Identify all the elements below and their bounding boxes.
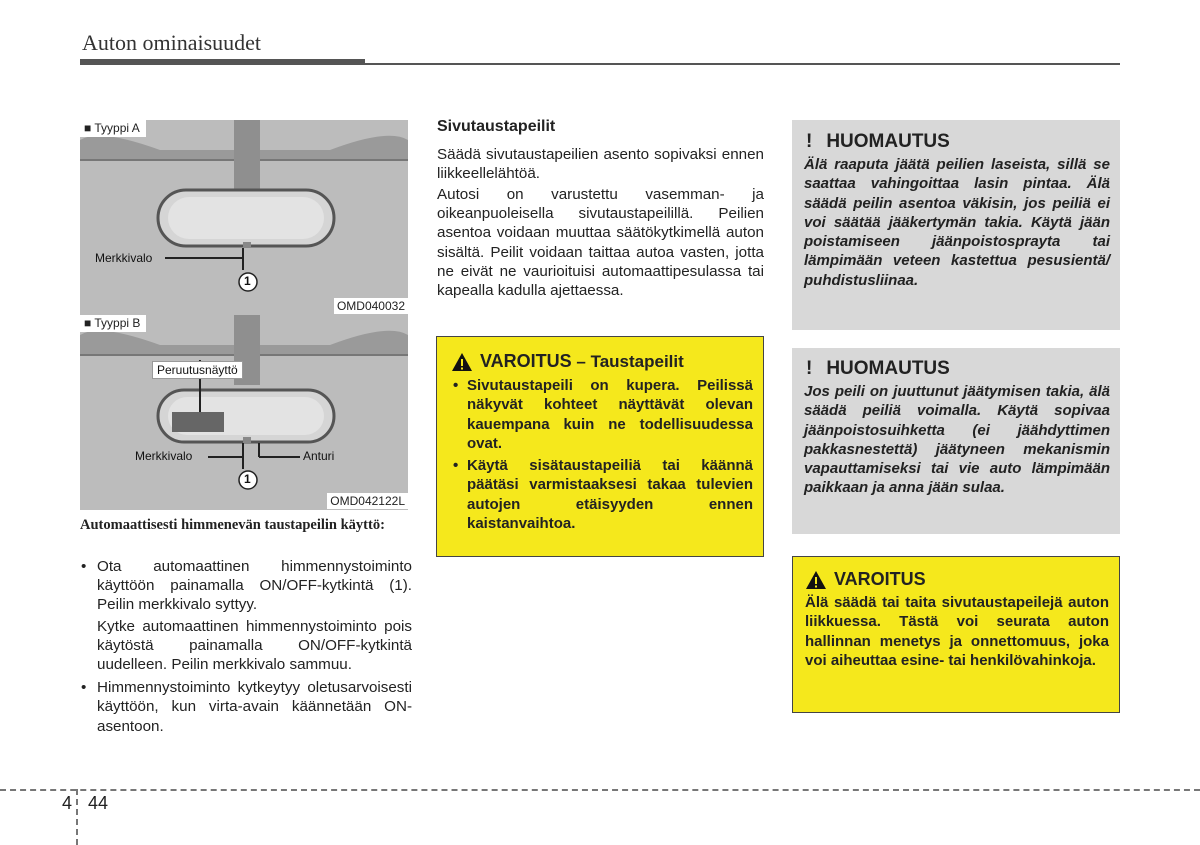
figure-type-b <box>80 315 408 510</box>
warning-triangle-icon <box>805 570 827 590</box>
notice-title-text: HUOMAUTUS <box>826 131 950 152</box>
callout-number: 1 <box>244 472 251 486</box>
warning-item-text: Sivutaustapeili on kupera. Peilissä näkyvät kohteet näyttävät olevan kauempana kuin ne todellisuudessa ovat. <box>467 377 753 452</box>
list-item-text: Ota automaattinen himmennystoiminto käyttöön painamalla ON/OFF-kytkintä (1). Peilin merkkivalo syttyy. <box>97 558 412 614</box>
warning-box-mirrors <box>436 336 764 557</box>
callout-sensor: Anturi <box>303 449 335 463</box>
section-title: Sivutaustapeilit <box>437 118 556 135</box>
callout-indicator: Merkkivalo <box>95 251 153 265</box>
warning-list-item: • Käytä sisätaustapeiliä tai käännä päätäsi varmistaaksesi takaa tulevien autojen etäisyyden ennen kaistanvaihtoa. <box>453 457 753 533</box>
footer-divider <box>76 789 78 845</box>
section-heading: Automaattisesti himmenevän taustapeilin käyttö: <box>80 517 385 533</box>
list-item: • Himmennystoiminto kytkeytyy oletusarvoisesti käyttöön, kun virta-avain käännetään ON-asentoon. <box>81 679 412 735</box>
warning-title-text: VAROITUS <box>480 351 572 371</box>
callout-number: 1 <box>244 274 251 288</box>
figure-code: OMD042122L <box>327 493 408 509</box>
notice-title-text: HUOMAUTUS <box>826 358 950 379</box>
warning-body: Älä säädä tai taita sivutaustapeilejä auton liikkuessa. Tästä voi seurata auton hallinnan menetys ja onnettomuus, joka voi aiheuttaa esine- tai henkilövahinkoja. <box>805 594 1109 669</box>
paragraph: Autosi on varustettu vasemman- ja oikeanpuoleisella sivutaustapeilillä. Peilien asentoa voidaan muuttaa säätökytkimellä auton sisältä. Peilit voidaan taittaa autoa vasten, jotta ne eivät ne vaurioituisi automaattipesulassa tai kapealla kadulla ajettaessa. <box>437 186 764 300</box>
notice-body: Älä raaputa jäätä peilien laseista, sillä se saattaa vahingoittaa lasin pintaa. Älä säädä peilin asentoa väkisin, jos peiliä ei voi säätää jääkertymän takia. Käytä jään poistamiseen jäänpoistosprayta tai lämpimään veteen kastettua pesusientä/ puhdistusliinaa. <box>804 156 1110 289</box>
list-item-continuation: Kytke automaattinen himmennystoiminto pois käytöstä painamalla ON/OFF-kytkintä uudelleen. Peilin merkkivalo sammuu. <box>97 617 412 674</box>
list-item: • Ota automaattinen himmennystoiminto käyttöön painamalla ON/OFF-kytkintä (1). Peilin merkkivalo syttyy. <box>81 558 412 614</box>
callout-display: Peruutusnäyttö <box>152 361 243 379</box>
notice-box-frozen <box>792 348 1120 534</box>
notice-body: Jos peili on juuttunut jäätymisen takia, älä säädä peiliä voimalla. Käytä sopivaa jäänpoistosuihketta (ei jäähdyttimen pakkasnestettä) jäätyneen mekanismin vapauttamiseksi tai vie auto lämpimään paikkaan ja anna jään sulaa. <box>804 383 1110 497</box>
exclamation-icon: ! <box>806 358 813 379</box>
list-item-text: Himmennystoiminto kytkeytyy oletusarvoisesti käyttöön, kun virta-avain käännetään ON-asentoon. <box>97 679 412 735</box>
header-rule-thin <box>365 63 1120 65</box>
page-header-title: Auton ominaisuudet <box>82 30 262 55</box>
warning-item-text: Käytä sisätaustapeiliä tai käännä päätäsi varmistaaksesi takaa tulevien autojen etäisyyden ennen kaistanvaihtoa. <box>467 457 753 533</box>
warning-title-text: VAROITUS <box>834 569 926 589</box>
warning-triangle-icon <box>451 352 473 372</box>
notice-title <box>804 358 1110 380</box>
page-number: 44 <box>88 793 109 813</box>
notice-box-ice <box>792 120 1120 330</box>
paragraph: Säädä sivutaustapeilien asento sopivaksi ennen liikkeellelähtöä. <box>437 146 764 183</box>
chapter-number: 4 <box>62 793 73 813</box>
warning-title <box>451 351 753 372</box>
figure-label: ■ Tyyppi B <box>80 315 146 332</box>
warning-title <box>805 569 1109 590</box>
footer-rule <box>0 789 1200 791</box>
figure-type-a <box>80 120 408 315</box>
warning-box-driving <box>792 556 1120 713</box>
figure-label: ■ Tyyppi A <box>80 120 146 137</box>
warning-list-item: • Sivutaustapeili on kupera. Peilissä näkyvät kohteet näyttävät olevan kauempana kuin ne todellisuudessa ovat. <box>453 377 753 452</box>
exclamation-icon: ! <box>806 131 813 152</box>
warning-subtitle-text: – Taustapeilit <box>571 351 684 371</box>
bullet-list <box>80 557 412 736</box>
callout-indicator: Merkkivalo <box>135 449 193 463</box>
header-rule <box>80 59 365 65</box>
notice-title <box>804 131 1110 153</box>
figure-code: OMD040032 <box>334 298 408 314</box>
